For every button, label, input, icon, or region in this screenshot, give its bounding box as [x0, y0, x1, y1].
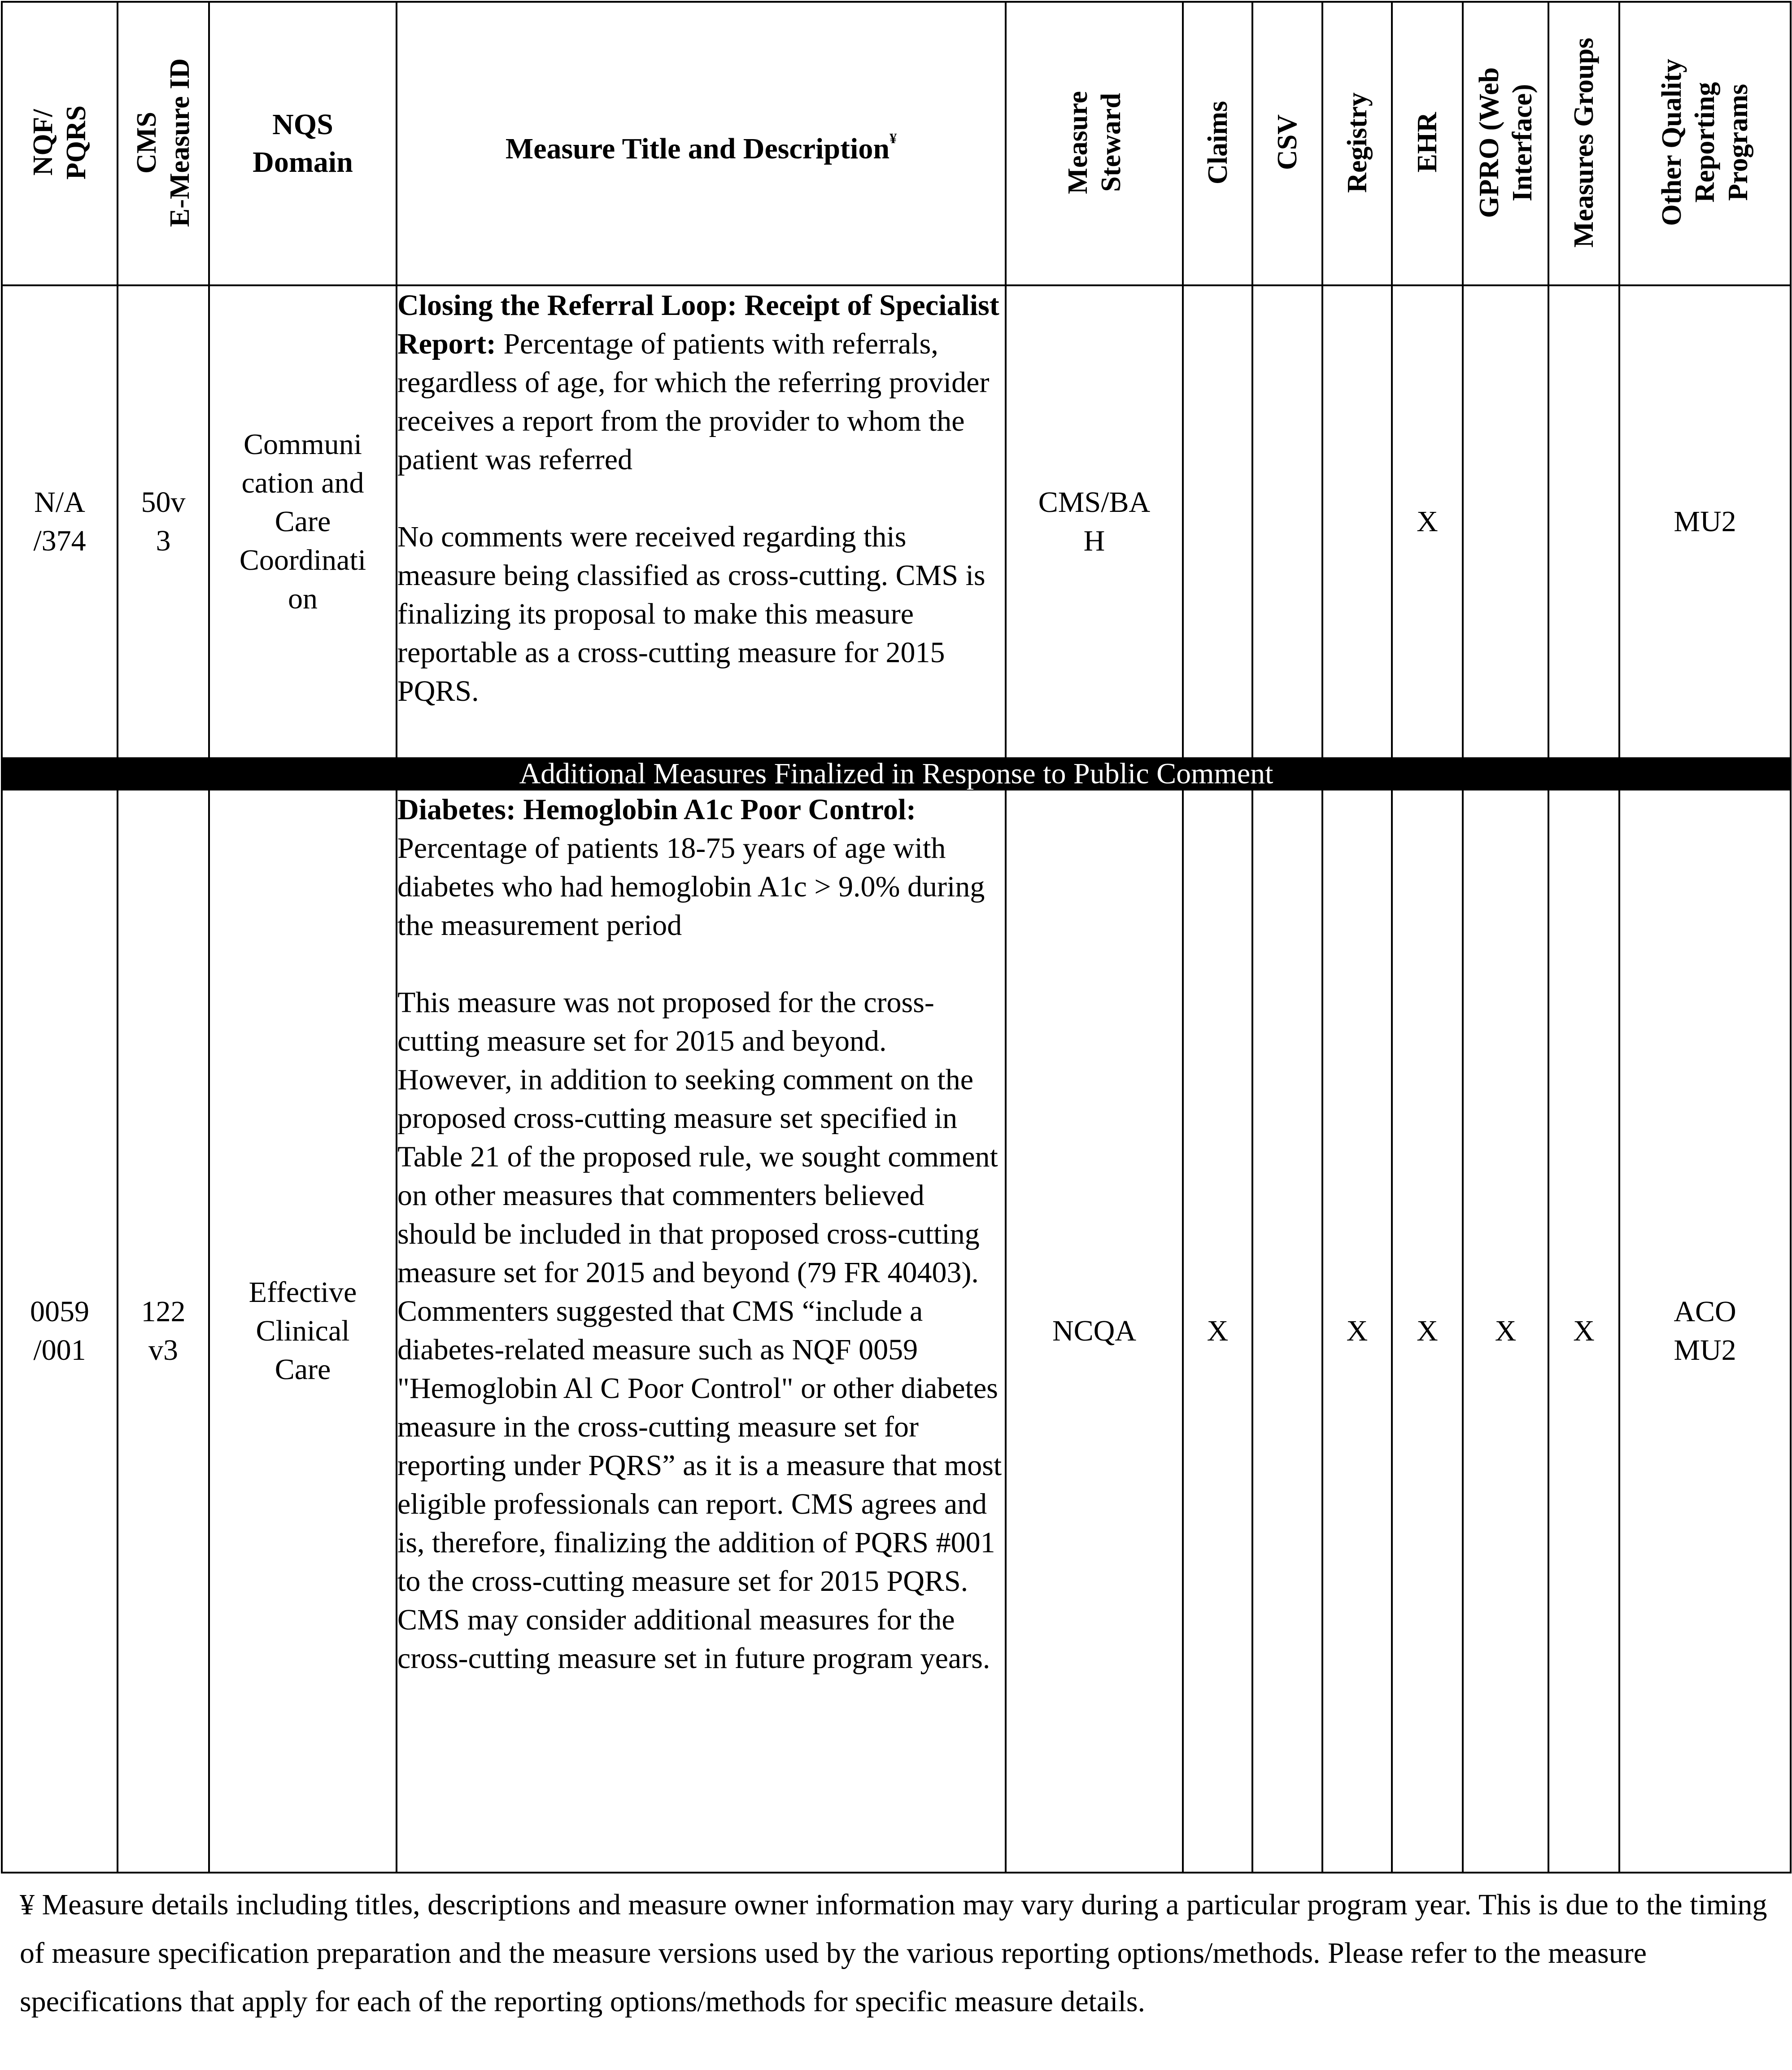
cell-nqf-pqrs: N/A /374 — [2, 285, 118, 758]
col-header-gpro: GPRO (Web Interface) — [1463, 2, 1548, 285]
cell-nqs-domain: Effective Clinical Care — [209, 790, 397, 1873]
cell-cms-id: 122 v3 — [118, 790, 209, 1873]
col-header-ehr: EHR — [1392, 2, 1463, 285]
measure-title: Closing the Referral Loop: Receipt of Specialist Report: — [397, 289, 999, 360]
header-row — [2, 2, 1791, 285]
measure-desc: Percentage of patients 18-75 years of age with diabetes who had hemoglobin A1c > 9.0% during the measurement period — [397, 832, 985, 942]
col-header-measures-groups: Measures Groups — [1548, 2, 1619, 285]
measure-comment: This measure was not proposed for the cross-cutting measure set for 2015 and beyond. However, in addition to seeking comment on the proposed cross-cutting measure set specified in Table 21 of the proposed rule, we sought comment on other measures that commenters believed should be included in that proposed cross-cutting measure set for 2015 and beyond (79 FR 40403). Commenters suggested that CMS “include a diabetes-related measure such as NQF 0059 "Hemoglobin Al C Poor Control" or other diabetes measure in the cross-cutting measure set for reporting under PQRS” as it is a measure that most eligible professionals can report. CMS agrees and is, therefore, finalizing the addition of PQRS #001 to the cross-cutting measure set for 2015 PQRS. CMS may consider additional measures for the cross-cutting measure set in future program years. — [397, 986, 1002, 1675]
cell-registry — [1322, 285, 1392, 758]
cell-steward: NCQA — [1006, 790, 1183, 1873]
col-header-claims: Claims — [1183, 2, 1252, 285]
cell-steward: CMS/BA H — [1006, 285, 1183, 758]
table-row — [2, 285, 1791, 758]
yen-footnote-marker: ¥ — [889, 130, 897, 146]
cell-claims: X — [1183, 790, 1252, 1873]
col-header-cms-emeasure-id: CMS E-Measure ID — [118, 2, 209, 285]
cell-measure-description — [397, 790, 1006, 1873]
measure-title: Diabetes: Hemoglobin A1c Poor Control: — [397, 793, 916, 826]
measure-desc: Percentage of patients with referrals, regardless of age, for which the referring provider receives a report from the provider to whom the patient was referred — [397, 328, 990, 476]
cell-gpro: X — [1463, 790, 1548, 1873]
col-header-nqf-pqrs: NQF/ PQRS — [2, 2, 118, 285]
cell-ehr: X — [1392, 285, 1463, 758]
cell-nqs-domain: Communi cation and Care Coordinati on — [209, 285, 397, 758]
cell-csv — [1252, 285, 1322, 758]
col-header-csv: CSV — [1252, 2, 1322, 285]
col-header-measure-steward: Measure Steward — [1006, 2, 1183, 285]
section-heading-row — [2, 758, 1791, 790]
cell-other-programs: ACO MU2 — [1619, 790, 1791, 1873]
measure-comment: No comments were received regarding this measure being classified as cross-cutting. CMS is finalizing its proposal to make this measure reportable as a cross-cutting measure for 2015 PQRS. — [397, 520, 985, 707]
table-row — [2, 790, 1791, 1873]
cell-nqf-pqrs: 0059 /001 — [2, 790, 118, 1873]
col-header-nqs-domain: NQS Domain — [209, 2, 397, 285]
cross-cutting-measures-table — [1, 1, 1792, 1873]
cell-csv — [1252, 790, 1322, 1873]
section-heading: Additional Measures Finalized in Response to Public Comment — [2, 758, 1791, 790]
footnote: ¥ Measure details including titles, descriptions and measure owner information may vary during a particular program year. This is due to the timing of measure specification preparation and the measure versions used by the various reporting options/methods. Please refer to the measure specifications that apply for each of the reporting options/methods for specific measure details. — [20, 1888, 1767, 2018]
cell-measures-groups — [1548, 285, 1619, 758]
cell-other-programs: MU2 — [1619, 285, 1791, 758]
col-header-measure-title — [397, 2, 1006, 285]
measure-definition — [397, 790, 1005, 945]
cell-measure-description — [397, 285, 1006, 758]
col-header-measure-title-label: Measure Title and Description — [505, 132, 890, 165]
col-header-registry: Registry — [1322, 2, 1392, 285]
cell-ehr: X — [1392, 790, 1463, 1873]
cell-cms-id: 50v 3 — [118, 285, 209, 758]
cell-measures-groups: X — [1548, 790, 1619, 1873]
cell-claims — [1183, 285, 1252, 758]
cell-gpro — [1463, 285, 1548, 758]
measure-definition — [397, 286, 1005, 479]
cell-registry: X — [1322, 790, 1392, 1873]
col-header-other-programs: Other Quality Reporting Programs — [1619, 2, 1791, 285]
